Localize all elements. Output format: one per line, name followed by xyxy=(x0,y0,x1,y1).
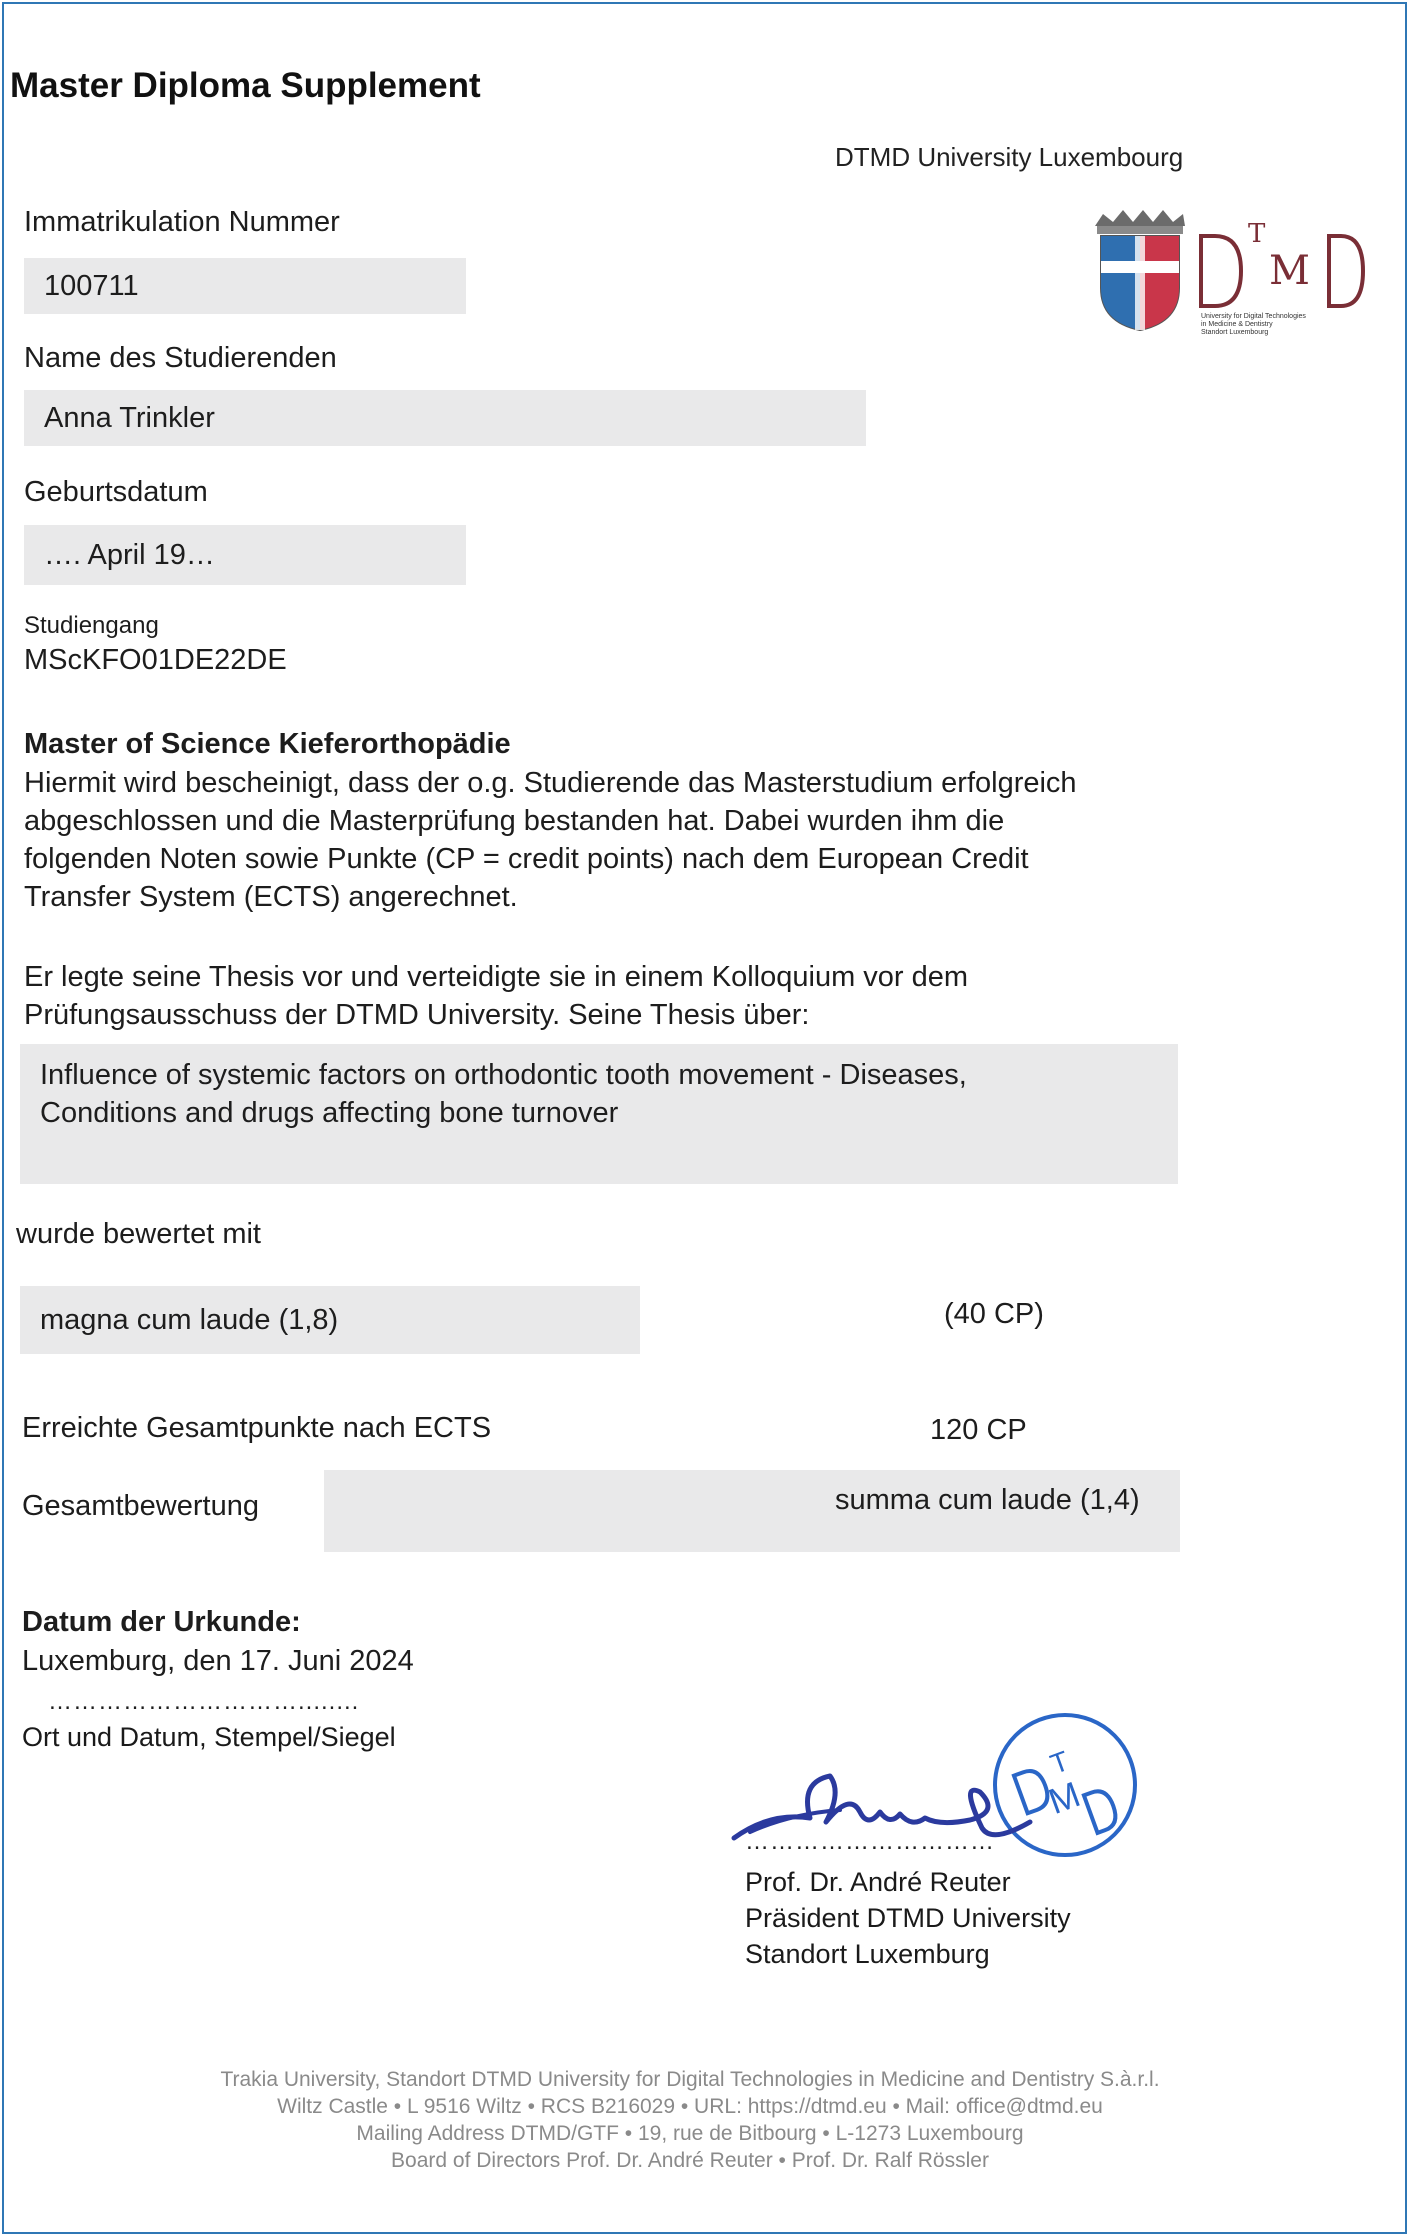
svg-text:M: M xyxy=(1043,1773,1086,1823)
program-label: Studiengang xyxy=(24,612,159,639)
thesis-title-line: Influence of systemic factors on orthodontic tooth movement - Diseases, xyxy=(40,1059,967,1091)
thesis-title-box xyxy=(20,1044,1178,1184)
svg-text:T: T xyxy=(1046,1744,1074,1780)
svg-text:M: M xyxy=(1269,248,1310,294)
svg-text:in Medicine & Dentistry: in Medicine & Dentistry xyxy=(1201,321,1273,328)
svg-text:T: T xyxy=(1248,219,1266,249)
paragraph-line: Prüfungsausschuss der DTMD University. Seine Thesis über: xyxy=(24,999,810,1031)
dtmd-logo xyxy=(1093,206,1365,336)
signatory-location: Standort Luxemburg xyxy=(745,1939,990,1969)
place-and-date: Luxemburg, den 17. Juni 2024 xyxy=(22,1645,414,1677)
signatory-role: Präsident DTMD University xyxy=(745,1903,1071,1933)
total-points-label: Erreichte Gesamtpunkte nach ECTS xyxy=(22,1412,492,1444)
degree-heading: Master of Science Kieferorthopädie xyxy=(24,728,511,760)
document-footer xyxy=(40,2066,1340,2174)
university-name: DTMD University Luxembourg xyxy=(835,142,1184,172)
student-name-value: Anna Trinkler xyxy=(24,390,866,446)
paragraph-line: Er legte seine Thesis vor und verteidigte sie in einem Kolloquium vor dem xyxy=(24,961,969,993)
svg-text:Standort Luxembourg: Standort Luxembourg xyxy=(1201,329,1269,336)
footer-line: Trakia University, Standort DTMD University for Digital Technologies in Medicine and Dentistry S.à.r.l. xyxy=(220,2068,1160,2091)
paragraph-line: abgeschlossen und die Masterprüfung bestanden hat. Dabei wurden ihm die xyxy=(24,805,1005,837)
overall-grade-value: summa cum laude (1,4) xyxy=(835,1484,1140,1516)
footer-line: Board of Directors Prof. Dr. André Reuter • Prof. Dr. Ralf Rössler xyxy=(391,2149,989,2172)
footer-line: Wiltz Castle • L 9516 Wiltz • RCS B216029 • URL: https://dtmd.eu • Mail: office@dtmd.eu xyxy=(277,2095,1103,2118)
paragraph-line: folgenden Noten sowie Punkte (CP = credit points) nach dem European Credit xyxy=(24,843,1029,875)
date-heading: Datum der Urkunde: xyxy=(22,1606,301,1638)
crest-icon xyxy=(1093,206,1365,336)
footer-line: Mailing Address DTMD/GTF • 19, rue de Bitbourg • L-1273 Luxembourg xyxy=(356,2122,1024,2145)
overall-grade-label: Gesamtbewertung xyxy=(22,1490,259,1522)
signatory-block xyxy=(745,1864,1071,1972)
birthdate-label: Geburtsdatum xyxy=(24,476,208,508)
program-value: MScKFO01DE22DE xyxy=(24,644,287,676)
certification-paragraph xyxy=(24,764,1204,916)
paragraph-line: Hiermit wird bescheinigt, dass der o.g. Studierende das Masterstudium erfolgreich xyxy=(24,767,1077,799)
rated-label: wurde bewertet mit xyxy=(16,1218,261,1250)
student-name-label: Name des Studierenden xyxy=(24,342,337,374)
thesis-paragraph xyxy=(24,958,1204,1034)
birthdate-value: …. April 19… xyxy=(24,525,466,585)
thesis-grade: magna cum laude (1,8) xyxy=(20,1286,640,1354)
paragraph-line: Transfer System (ECTS) angerechnet. xyxy=(24,881,518,913)
matriculation-label: Immatrikulation Nummer xyxy=(24,206,340,238)
thesis-title-line: Conditions and drugs affecting bone turnover xyxy=(40,1097,619,1129)
svg-text:University for Digital Technol: University for Digital Technologies xyxy=(1201,313,1306,320)
place-date-caption: Ort und Datum, Stempel/Siegel xyxy=(22,1722,396,1752)
matriculation-value: 100711 xyxy=(24,258,466,314)
date-signature-dots: …………………………........ xyxy=(48,1688,360,1715)
signatory-name: Prof. Dr. André Reuter xyxy=(745,1867,1011,1897)
document-title: Master Diploma Supplement xyxy=(10,66,481,105)
signature-dots: ………………………… xyxy=(745,1828,995,1855)
total-points-value: 120 CP xyxy=(930,1414,1027,1446)
thesis-credit-points: (40 CP) xyxy=(944,1298,1044,1330)
